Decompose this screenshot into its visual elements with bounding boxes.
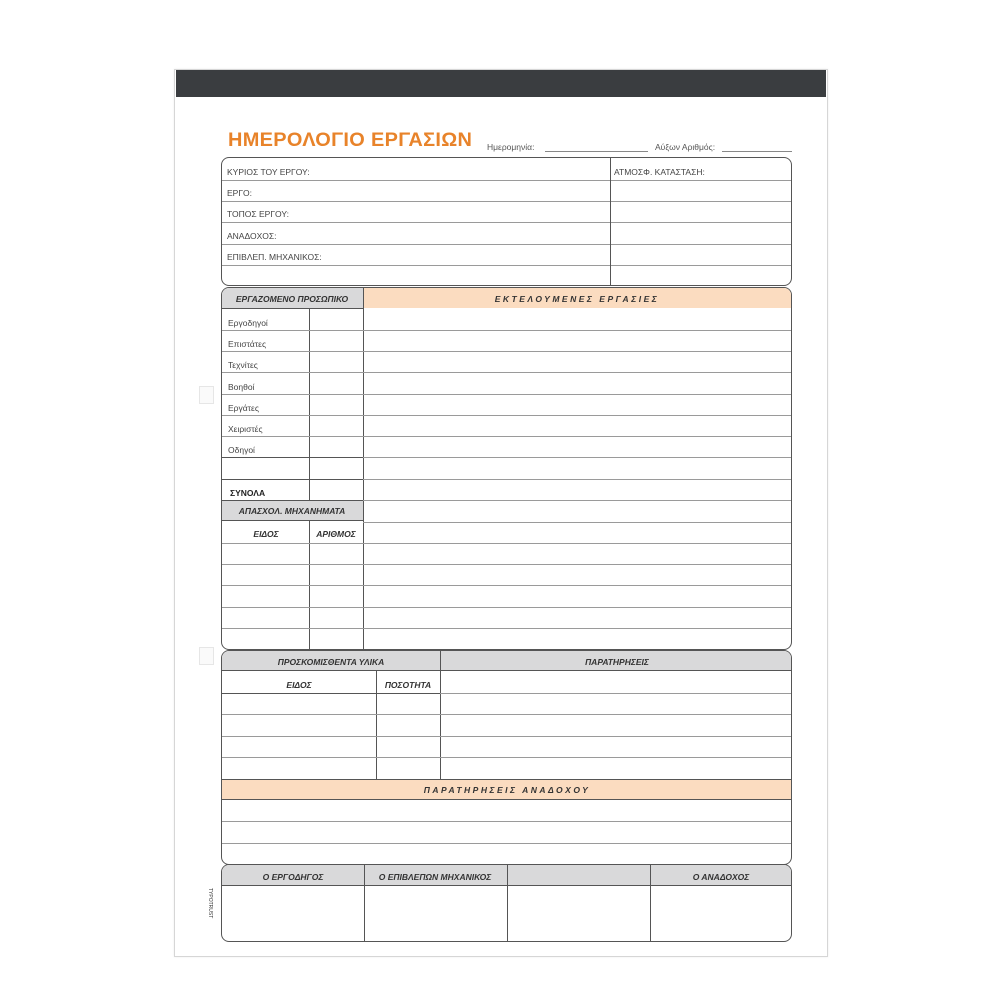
signatures-box <box>221 864 792 942</box>
date-field[interactable] <box>545 151 648 152</box>
punch-hole <box>199 647 214 665</box>
supervisor-label: ΕΠΙΒΛΕΠ. ΜΗΧΑΝΙΚΟΣ: <box>227 252 322 262</box>
owner-label: ΚΥΡΙΟΣ ΤΟΥ ΕΡΓΟΥ: <box>227 167 310 177</box>
signature-area-contractor[interactable] <box>650 886 792 942</box>
personnel-row: Βοηθοί <box>228 382 255 392</box>
number-label: Αύξων Αριθμός: <box>655 142 716 152</box>
personnel-row: Εργάτες <box>228 403 259 413</box>
pad-binding <box>176 70 826 97</box>
materials-box <box>221 650 792 865</box>
personnel-row: Οδηγοί <box>228 445 255 455</box>
signature-contractor: Ο ΑΝΑΔΟΧΟΣ <box>692 872 750 882</box>
weather-label: ΑΤΜΟΣΦ. ΚΑΤΑΣΤΑΣΗ: <box>614 167 705 177</box>
location-label: ΤΟΠΟΣ ΕΡΓΟΥ: <box>227 209 289 219</box>
project-label: ΕΡΓΟ: <box>227 188 252 198</box>
personnel-row: Χειριστές <box>228 424 263 434</box>
materials-col-qty: ΠΟΣΟΤΗΤΑ <box>384 680 432 690</box>
materials-header: ΠΡΟΣΚΟΜΙΣΘΕΝΤΑ ΥΛΙΚΑ <box>277 657 385 667</box>
date-label: Ημερομηνία: <box>487 142 535 152</box>
contractor-remarks-header: ΠΑΡΑΤΗΡΗΣΕΙΣ ΑΝΑΔΟΧΟΥ <box>423 785 591 795</box>
form-title: ΗΜΕΡΟΛΟΓΙΟ ΕΡΓΑΣΙΩΝ <box>228 130 473 151</box>
machinery-col-number: ΑΡΙΘΜΟΣ <box>316 529 356 539</box>
number-field[interactable] <box>722 151 792 152</box>
remarks-header: ΠΑΡΑΤΗΡΗΣΕΙΣ <box>585 657 649 667</box>
signature-area-supervisor[interactable] <box>364 886 507 942</box>
personnel-row: Τεχνίτες <box>228 360 258 370</box>
personnel-row: Επιστάτες <box>228 339 267 349</box>
personnel-header: ΕΡΓΑΖΟΜΕΝΟ ΠΡΟΣΩΠΙΚΟ <box>235 294 349 304</box>
totals-label: ΣΥΝΟΛΑ <box>230 488 266 498</box>
works-header: ΕΚΤΕΛΟΥΜΕΝΕΣ ΕΡΓΑΣΙΕΣ <box>494 294 660 304</box>
signature-area-foreman[interactable] <box>222 886 364 942</box>
signature-foreman: Ο ΕΡΓΟΔΗΓΟΣ <box>262 872 324 882</box>
machinery-col-type: ΕΙΔΟΣ <box>253 529 279 539</box>
materials-col-type: ΕΙΔΟΣ <box>286 680 312 690</box>
personnel-row: Εργοδηγοί <box>228 318 268 328</box>
machinery-header: ΑΠΑΣΧΟΛ. ΜΗΧΑΝΗΜΑΤΑ <box>238 506 346 516</box>
project-info-box <box>221 157 792 286</box>
printer-mark: TYPOTRUST <box>207 888 213 919</box>
signature-supervisor: Ο ΕΠΙΒΛΕΠΩΝ ΜΗΧΑΝΙΚΟΣ <box>378 872 492 882</box>
punch-hole <box>199 386 214 404</box>
works-box <box>221 287 792 650</box>
contractor-label: ΑΝΑΔΟΧΟΣ: <box>227 231 277 241</box>
signature-area-blank[interactable] <box>507 886 650 942</box>
